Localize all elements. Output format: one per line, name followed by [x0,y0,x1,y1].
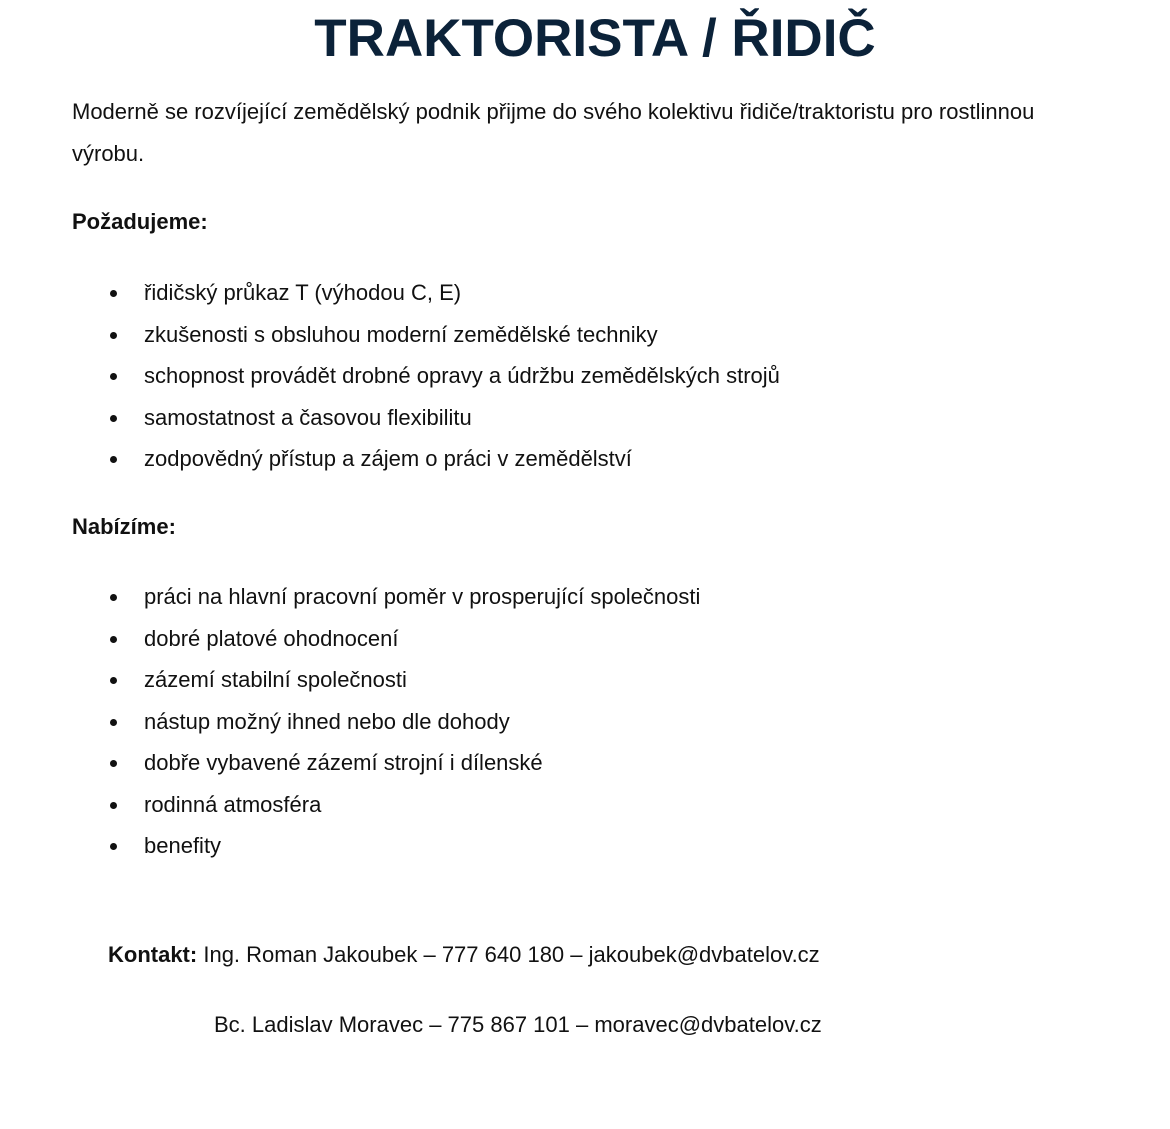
list-item-text: nástup možný ihned nebo dle dohody [144,708,510,734]
list-item [0,576,700,618]
offers-list [0,576,700,867]
list-item [0,618,700,660]
list-item-text: rodinná atmosféra [144,791,322,817]
bullet-icon [110,677,117,684]
list-item-text: dobře vybavené zázemí strojní i dílenské [144,750,543,775]
bullet-icon [110,802,117,809]
list-item-text: zázemí stabilní společnosti [144,667,407,692]
list-item [0,314,780,356]
bullet-icon [110,332,117,339]
list-item-text: samostatnost a časovou flexibilitu [144,404,472,430]
list-item [0,825,700,867]
bullet-icon [110,636,117,643]
list-item-text: zkušenosti s obsluhou moderní zemědělské techniky [144,321,658,347]
bullet-icon [110,719,117,726]
list-item [0,355,780,397]
requirements-heading: Požadujeme: [72,209,208,234]
bullet-icon [110,373,117,380]
list-item [0,742,700,784]
bullet-icon [110,594,117,601]
list-item [0,701,700,743]
list-item-text: schopnost provádět drobné opravy a údržbu zemědělských strojů [144,363,780,388]
requirements-list [0,272,780,480]
list-item [0,272,780,314]
list-item [0,438,780,480]
page-title: TRAKTORISTA / ŘIDIČ [314,9,876,68]
contact-label: Kontakt: [108,942,198,967]
intro-paragraph: Moderně se rozvíjející zemědělský podnik přijme do svého kolektivu řidiče/traktoristu pro rostlinnou výrobu. [72,99,1035,166]
contact-primary: Ing. Roman Jakoubek – 777 640 180 – jakoubek@dvbatelov.cz [203,942,820,967]
list-item [0,784,700,826]
list-item [0,659,700,701]
bullet-icon [110,843,117,850]
list-item-text: benefity [144,833,222,858]
bullet-icon [110,760,117,767]
bullet-icon [110,415,117,422]
contact-secondary: Bc. Ladislav Moravec – 775 867 101 – moravec@dvbatelov.cz [214,1012,822,1037]
list-item-text: zodpovědný přístup a zájem o práci v zemědělství [144,446,632,471]
contact-primary-line [108,940,820,970]
list-item-text: řidičský průkaz T (výhodou C, E) [144,280,462,305]
list-item-text: práci na hlavní pracovní poměr v prosperující společnosti [144,584,701,609]
offers-heading: Nabízíme: [72,514,176,539]
bullet-icon [110,290,117,297]
list-item [0,397,780,439]
list-item-text: dobré platové ohodnocení [144,625,399,651]
bullet-icon [110,456,117,463]
